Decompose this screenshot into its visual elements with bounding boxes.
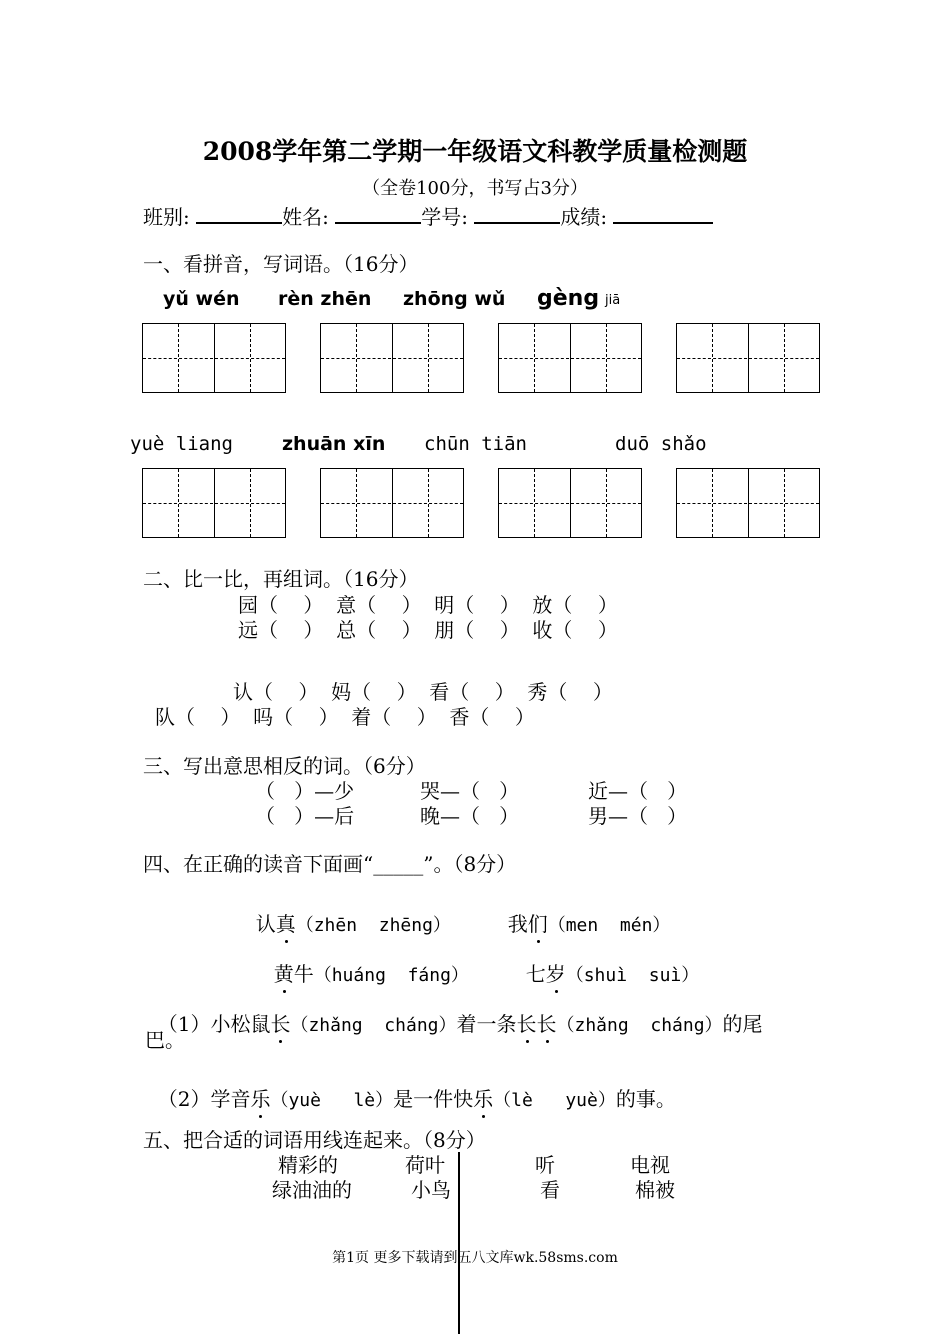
- opposite-2c: 男—（ ）: [588, 804, 688, 828]
- sentence-1: （1）小松鼠长（zhǎng cháng）着一条长长（zhǎng cháng）的尾: [157, 1012, 763, 1036]
- writing-grid[interactable]: [498, 468, 642, 538]
- name-blank[interactable]: [335, 204, 421, 224]
- pinyin-7: chūn tiān: [424, 433, 527, 455]
- writing-grid[interactable]: [142, 468, 286, 538]
- number-label: 学号:: [421, 205, 468, 229]
- opposite-1c: 近—（ ）: [588, 779, 688, 803]
- match-word[interactable]: 绿油油的: [272, 1178, 352, 1202]
- dotted-char: 真: [275, 912, 296, 936]
- section-3-heading: 三、写出意思相反的词。（6分）: [143, 754, 426, 778]
- match-word[interactable]: 精彩的: [278, 1153, 338, 1177]
- match-word[interactable]: 小鸟: [411, 1178, 451, 1202]
- page-title: 2008学年第二学期一年级语文科教学质量检测题: [202, 137, 748, 166]
- compare-line-4: 队（ ） 吗（ ） 着（ ） 香（ ）: [155, 705, 535, 729]
- section-4-heading: 四、在正确的读音下面画“_____”。（8分）: [143, 852, 517, 876]
- dotted-char: 长: [516, 1012, 537, 1036]
- dotted-char: 们: [527, 912, 548, 936]
- compare-line-2: 远（ ） 总（ ） 朋（ ） 收（ ）: [238, 618, 618, 642]
- dotted-char: 岁: [545, 962, 566, 986]
- section-1-heading: 一、看拼音，写词语。（16分）: [143, 252, 419, 276]
- match-word[interactable]: 看: [540, 1178, 560, 1202]
- score-blank[interactable]: [613, 204, 713, 224]
- info-line: [143, 201, 713, 230]
- compare-line-1: 园（ ） 意（ ） 明（ ） 放（ ）: [238, 593, 618, 617]
- score-label: 成绩:: [560, 205, 608, 229]
- vertical-divider-line: [458, 1152, 460, 1334]
- class-blank[interactable]: [196, 204, 282, 224]
- pinyin-6: zhuān xīn: [282, 433, 386, 455]
- match-word[interactable]: 听: [535, 1153, 555, 1177]
- name-label: 姓名:: [282, 205, 329, 229]
- reading-item-2: 我们（men mén）: [507, 912, 671, 936]
- match-word[interactable]: 棉被: [635, 1178, 675, 1202]
- pinyin-8: duō shǎo: [615, 433, 707, 455]
- compare-line-3: 认（ ） 妈（ ） 看（ ） 秀（ ）: [233, 680, 613, 704]
- writing-grid[interactable]: [676, 468, 820, 538]
- reading-item-3: 黄牛（huáng fáng）: [273, 962, 469, 986]
- opposite-1b: 哭—（ ）: [420, 779, 520, 803]
- writing-grid[interactable]: [142, 323, 286, 393]
- page-footer: 第1页 更多下载请到五八文库wk.58sms.com: [332, 1250, 618, 1266]
- match-word[interactable]: 电视: [630, 1153, 670, 1177]
- dotted-char: 乐: [473, 1087, 494, 1111]
- match-word[interactable]: 荷叶: [405, 1153, 445, 1177]
- number-blank[interactable]: [474, 204, 560, 224]
- opposite-2b: 晚—（ ）: [420, 804, 520, 828]
- pinyin-3: zhōng wǔ: [403, 288, 506, 310]
- page-subtitle: （全卷100分，书写占3分）: [362, 178, 588, 199]
- opposite-2a: （ ）—后: [255, 804, 355, 828]
- writing-grid[interactable]: [320, 323, 464, 393]
- pinyin-5: yuè liang: [130, 433, 233, 455]
- reading-item-4: 七岁（shuì suì）: [525, 962, 700, 986]
- opposite-1a: （ ）—少: [255, 779, 355, 803]
- section-2-heading: 二、比一比，再组词。（16分）: [143, 567, 419, 591]
- writing-grid[interactable]: [676, 323, 820, 393]
- dotted-char: 黄: [273, 962, 294, 986]
- class-label: 班别:: [143, 205, 190, 229]
- dotted-char: 长: [270, 1012, 291, 1036]
- dotted-char: 长: [536, 1012, 557, 1036]
- pinyin-1: yǔ wén: [163, 288, 240, 310]
- section-5-heading: 五、把合适的词语用线连起来。（8分）: [143, 1128, 486, 1152]
- sentence-2: （2）学音乐（yuè lè）是一件快乐（lè yuè）的事。: [157, 1087, 676, 1111]
- pinyin-4: gèng: [537, 286, 600, 311]
- writing-grid[interactable]: [320, 468, 464, 538]
- reading-item-1: 认真（zhēn zhēng）: [255, 912, 451, 936]
- pinyin-4-extra: jiā: [605, 293, 621, 308]
- writing-grid[interactable]: [498, 323, 642, 393]
- sentence-1-continued: 巴。: [145, 1028, 185, 1052]
- pinyin-2: rèn zhēn: [278, 288, 372, 310]
- dotted-char: 乐: [250, 1087, 271, 1111]
